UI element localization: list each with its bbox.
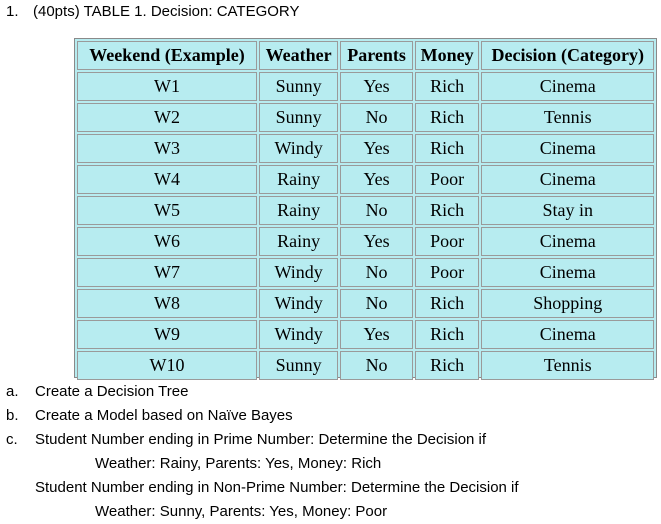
- cell-money: Rich: [415, 134, 480, 163]
- cell-weather: Windy: [259, 289, 338, 318]
- table-row: [77, 351, 654, 380]
- cell-weather: Windy: [259, 258, 338, 287]
- column-header-money: Money: [415, 41, 480, 70]
- cell-parents: No: [340, 351, 412, 380]
- task-marker: a.: [6, 383, 19, 400]
- cell-parents: Yes: [340, 72, 412, 101]
- table-row: [77, 227, 654, 256]
- column-header-parents: Parents: [340, 41, 412, 70]
- task-item-c: [6, 428, 519, 452]
- decision-table: [75, 39, 656, 382]
- nonprime-text: Student Number ending in Non-Prime Number: Determine the Decision if: [35, 479, 519, 496]
- question-number: 1.: [6, 3, 19, 20]
- prime-condition: Weather: Rainy, Parents: Yes, Money: Rich: [95, 455, 382, 472]
- cell-weekend: W10: [77, 351, 257, 380]
- cell-parents: No: [340, 289, 412, 318]
- cell-money: Rich: [415, 320, 480, 349]
- cell-decision: Shopping: [481, 289, 654, 318]
- cell-money: Rich: [415, 351, 480, 380]
- cell-weather: Sunny: [259, 351, 338, 380]
- cell-decision: Cinema: [481, 72, 654, 101]
- column-header-weather: Weather: [259, 41, 338, 70]
- cell-weather: Sunny: [259, 103, 338, 132]
- cell-money: Rich: [415, 72, 480, 101]
- table-row: [77, 134, 654, 163]
- table-header-row: [77, 41, 654, 70]
- table-row: [77, 258, 654, 287]
- table-row: [77, 196, 654, 225]
- cell-parents: Yes: [340, 227, 412, 256]
- cell-weekend: W5: [77, 196, 257, 225]
- cell-decision: Stay in: [481, 196, 654, 225]
- table-row: [77, 320, 654, 349]
- column-header-weekend: Weekend (Example): [77, 41, 257, 70]
- cell-money: Rich: [415, 289, 480, 318]
- cell-decision: Cinema: [481, 134, 654, 163]
- decision-table-container: [74, 38, 657, 378]
- cell-weather: Windy: [259, 134, 338, 163]
- cell-decision: Cinema: [481, 320, 654, 349]
- question-heading: [6, 3, 299, 20]
- cell-decision: Cinema: [481, 227, 654, 256]
- task-item-b: [6, 404, 519, 428]
- cell-money: Poor: [415, 258, 480, 287]
- cell-decision: Tennis: [481, 103, 654, 132]
- cell-parents: Yes: [340, 165, 412, 194]
- column-header-decision: Decision (Category): [481, 41, 654, 70]
- table-row: [77, 289, 654, 318]
- cell-money: Rich: [415, 103, 480, 132]
- cell-money: Rich: [415, 196, 480, 225]
- table-row: [77, 165, 654, 194]
- task-text: Student Number ending in Prime Number: Determine the Decision if: [35, 431, 487, 448]
- cell-weather: Rainy: [259, 165, 338, 194]
- task-marker: b.: [6, 407, 19, 424]
- cell-decision: Cinema: [481, 165, 654, 194]
- table-row: [77, 103, 654, 132]
- task-text: Create a Model based on Naïve Bayes: [35, 407, 293, 424]
- table-row: [77, 72, 654, 101]
- task-list: [6, 380, 519, 524]
- cell-parents: No: [340, 196, 412, 225]
- cell-decision: Cinema: [481, 258, 654, 287]
- cell-parents: Yes: [340, 320, 412, 349]
- nonprime-condition: Weather: Sunny, Parents: Yes, Money: Poor: [95, 503, 388, 520]
- cell-weekend: W6: [77, 227, 257, 256]
- cell-parents: No: [340, 103, 412, 132]
- cell-weekend: W1: [77, 72, 257, 101]
- cell-money: Poor: [415, 227, 480, 256]
- question-title: (40pts) TABLE 1. Decision: CATEGORY: [33, 3, 300, 20]
- cell-weekend: W8: [77, 289, 257, 318]
- cell-weather: Windy: [259, 320, 338, 349]
- cell-parents: Yes: [340, 134, 412, 163]
- cell-decision: Tennis: [481, 351, 654, 380]
- cell-weekend: W2: [77, 103, 257, 132]
- cell-weekend: W9: [77, 320, 257, 349]
- cell-weather: Sunny: [259, 72, 338, 101]
- task-item-a: [6, 380, 519, 404]
- cell-weekend: W7: [77, 258, 257, 287]
- cell-money: Poor: [415, 165, 480, 194]
- cell-weekend: W4: [77, 165, 257, 194]
- cell-weekend: W3: [77, 134, 257, 163]
- cell-weather: Rainy: [259, 227, 338, 256]
- cell-parents: No: [340, 258, 412, 287]
- task-marker: c.: [6, 431, 18, 448]
- cell-weather: Rainy: [259, 196, 338, 225]
- task-text: Create a Decision Tree: [35, 383, 189, 400]
